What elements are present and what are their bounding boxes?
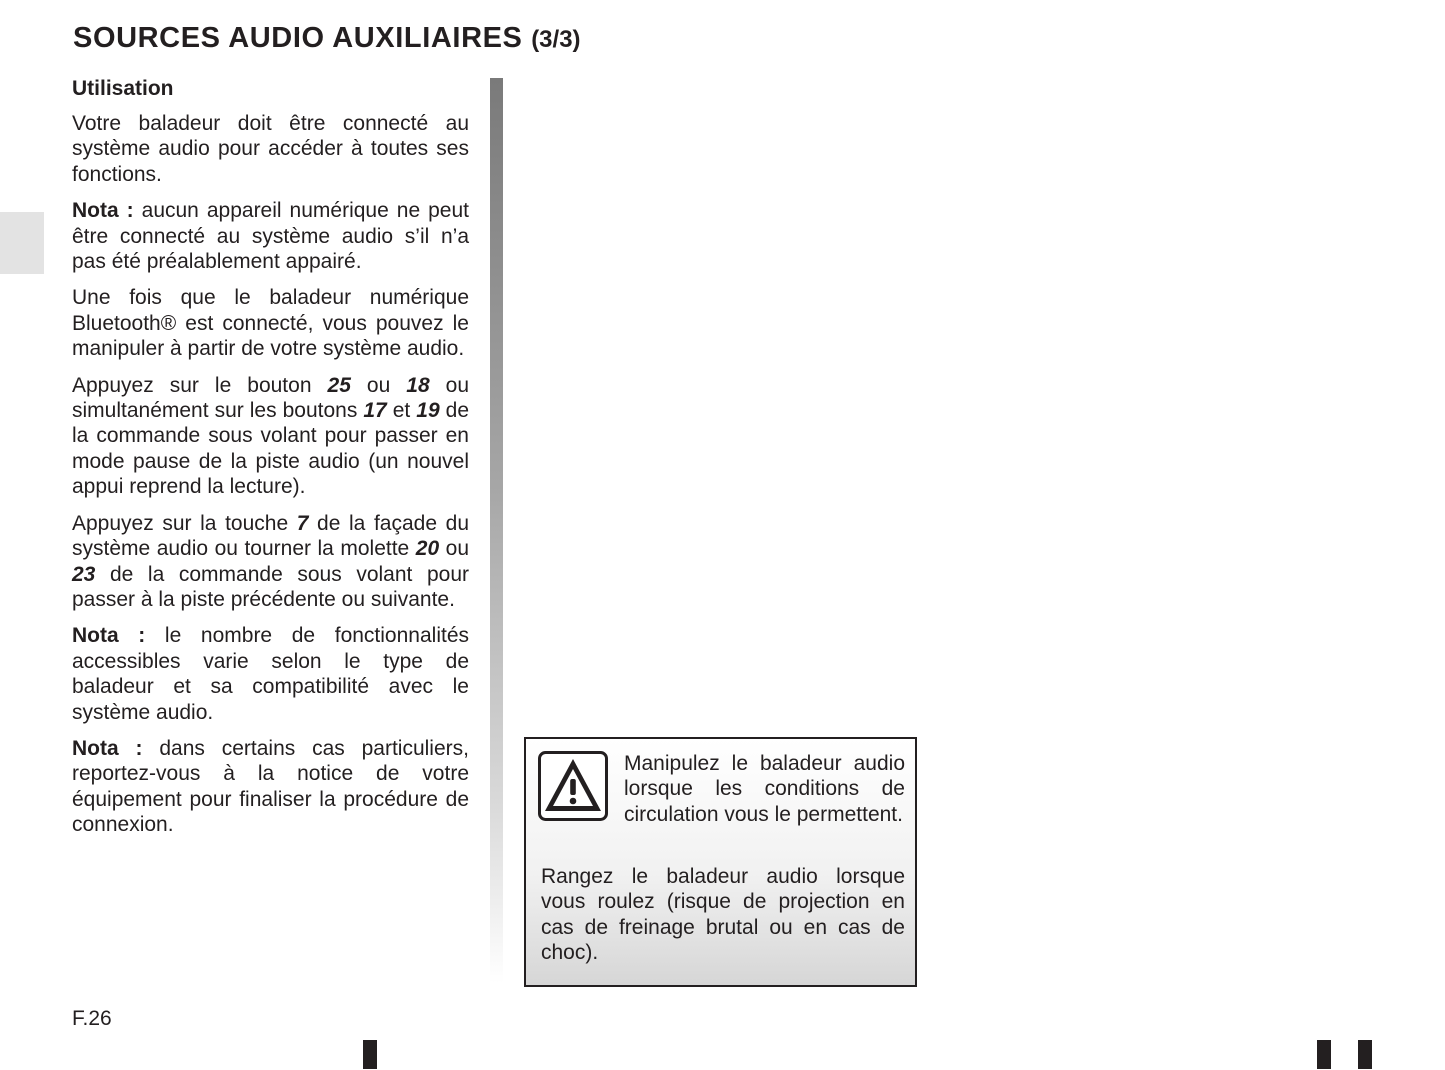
text-segment: de la commande sous volant pour passer en mode pause de la piste audio (un nouvel appui reprend la lecture).	[72, 399, 469, 499]
page-title	[73, 22, 581, 55]
warning-triangle-icon	[538, 751, 608, 821]
crop-mark	[363, 1040, 377, 1069]
note-label: Nota :	[72, 199, 134, 223]
paragraph-note-features	[72, 623, 469, 725]
paragraph-pause	[72, 373, 469, 500]
text-segment: Appuyez sur la touche	[72, 511, 297, 535]
chapter-tab	[0, 212, 44, 274]
crop-mark	[1317, 1040, 1331, 1069]
text-segment: Appuyez sur le bouton	[72, 373, 328, 397]
text-segment: ou	[439, 537, 469, 561]
page-indicator: (3/3)	[531, 26, 581, 53]
paragraph-bluetooth: Une fois que le baladeur numérique Bluetooth® est connecté, vous pouvez le manipuler à partir de votre système audio.	[72, 286, 469, 361]
warning-text-storage: Rangez le baladeur audio lorsque vous roulez (risque de projection en cas de freinage brutal ou en cas de choc).	[541, 865, 905, 965]
text-segment: ou simultanément sur les boutons	[72, 373, 469, 423]
paragraph-note-manual	[72, 736, 469, 838]
text-segment: et	[386, 399, 417, 423]
crop-mark	[1358, 1040, 1372, 1069]
paragraph-connection: Votre baladeur doit être connecté au système audio pour accéder à toutes ses fonctions.	[72, 112, 469, 186]
paragraph-note-pairing	[72, 198, 469, 274]
note-label: Nota :	[72, 624, 146, 648]
button-number: 18	[406, 373, 430, 397]
left-column	[72, 76, 469, 849]
column-divider	[490, 78, 503, 983]
note-label: Nota :	[72, 736, 143, 760]
button-number: 19	[416, 399, 440, 423]
note-text: aucun appareil numérique ne peut être connecté au système audio s’il n’a pas été préalablement appairé.	[72, 199, 469, 274]
button-number: 7	[296, 511, 309, 535]
page-number: F.26	[72, 1007, 112, 1030]
note-text: le nombre de fonctionnalités accessibles varie selon le type de baladeur et sa compatibilité avec le système audio.	[72, 624, 469, 724]
button-number: 17	[363, 399, 387, 423]
page-title-text: SOURCES AUDIO AUXILIAIRES	[73, 22, 523, 54]
note-text: dans certains cas particuliers, reportez-vous à la notice de votre équipement pour finaliser la procédure de connexion.	[72, 736, 469, 837]
section-heading: Utilisation	[72, 77, 174, 100]
button-number: 25	[327, 373, 351, 397]
paragraph-track-change	[72, 511, 469, 613]
button-number: 20	[415, 537, 440, 561]
warning-text-handling: Manipulez le baladeur audio lorsque les conditions de circulation vous le permettent.	[624, 752, 905, 826]
text-segment: ou	[350, 373, 407, 397]
text-segment: de la façade du système audio ou tourner la molette	[72, 511, 469, 561]
button-number: 23	[72, 562, 96, 586]
warning-box	[524, 737, 917, 987]
text-segment: de la commande sous volant pour passer à la piste précédente ou suivante.	[72, 562, 469, 611]
